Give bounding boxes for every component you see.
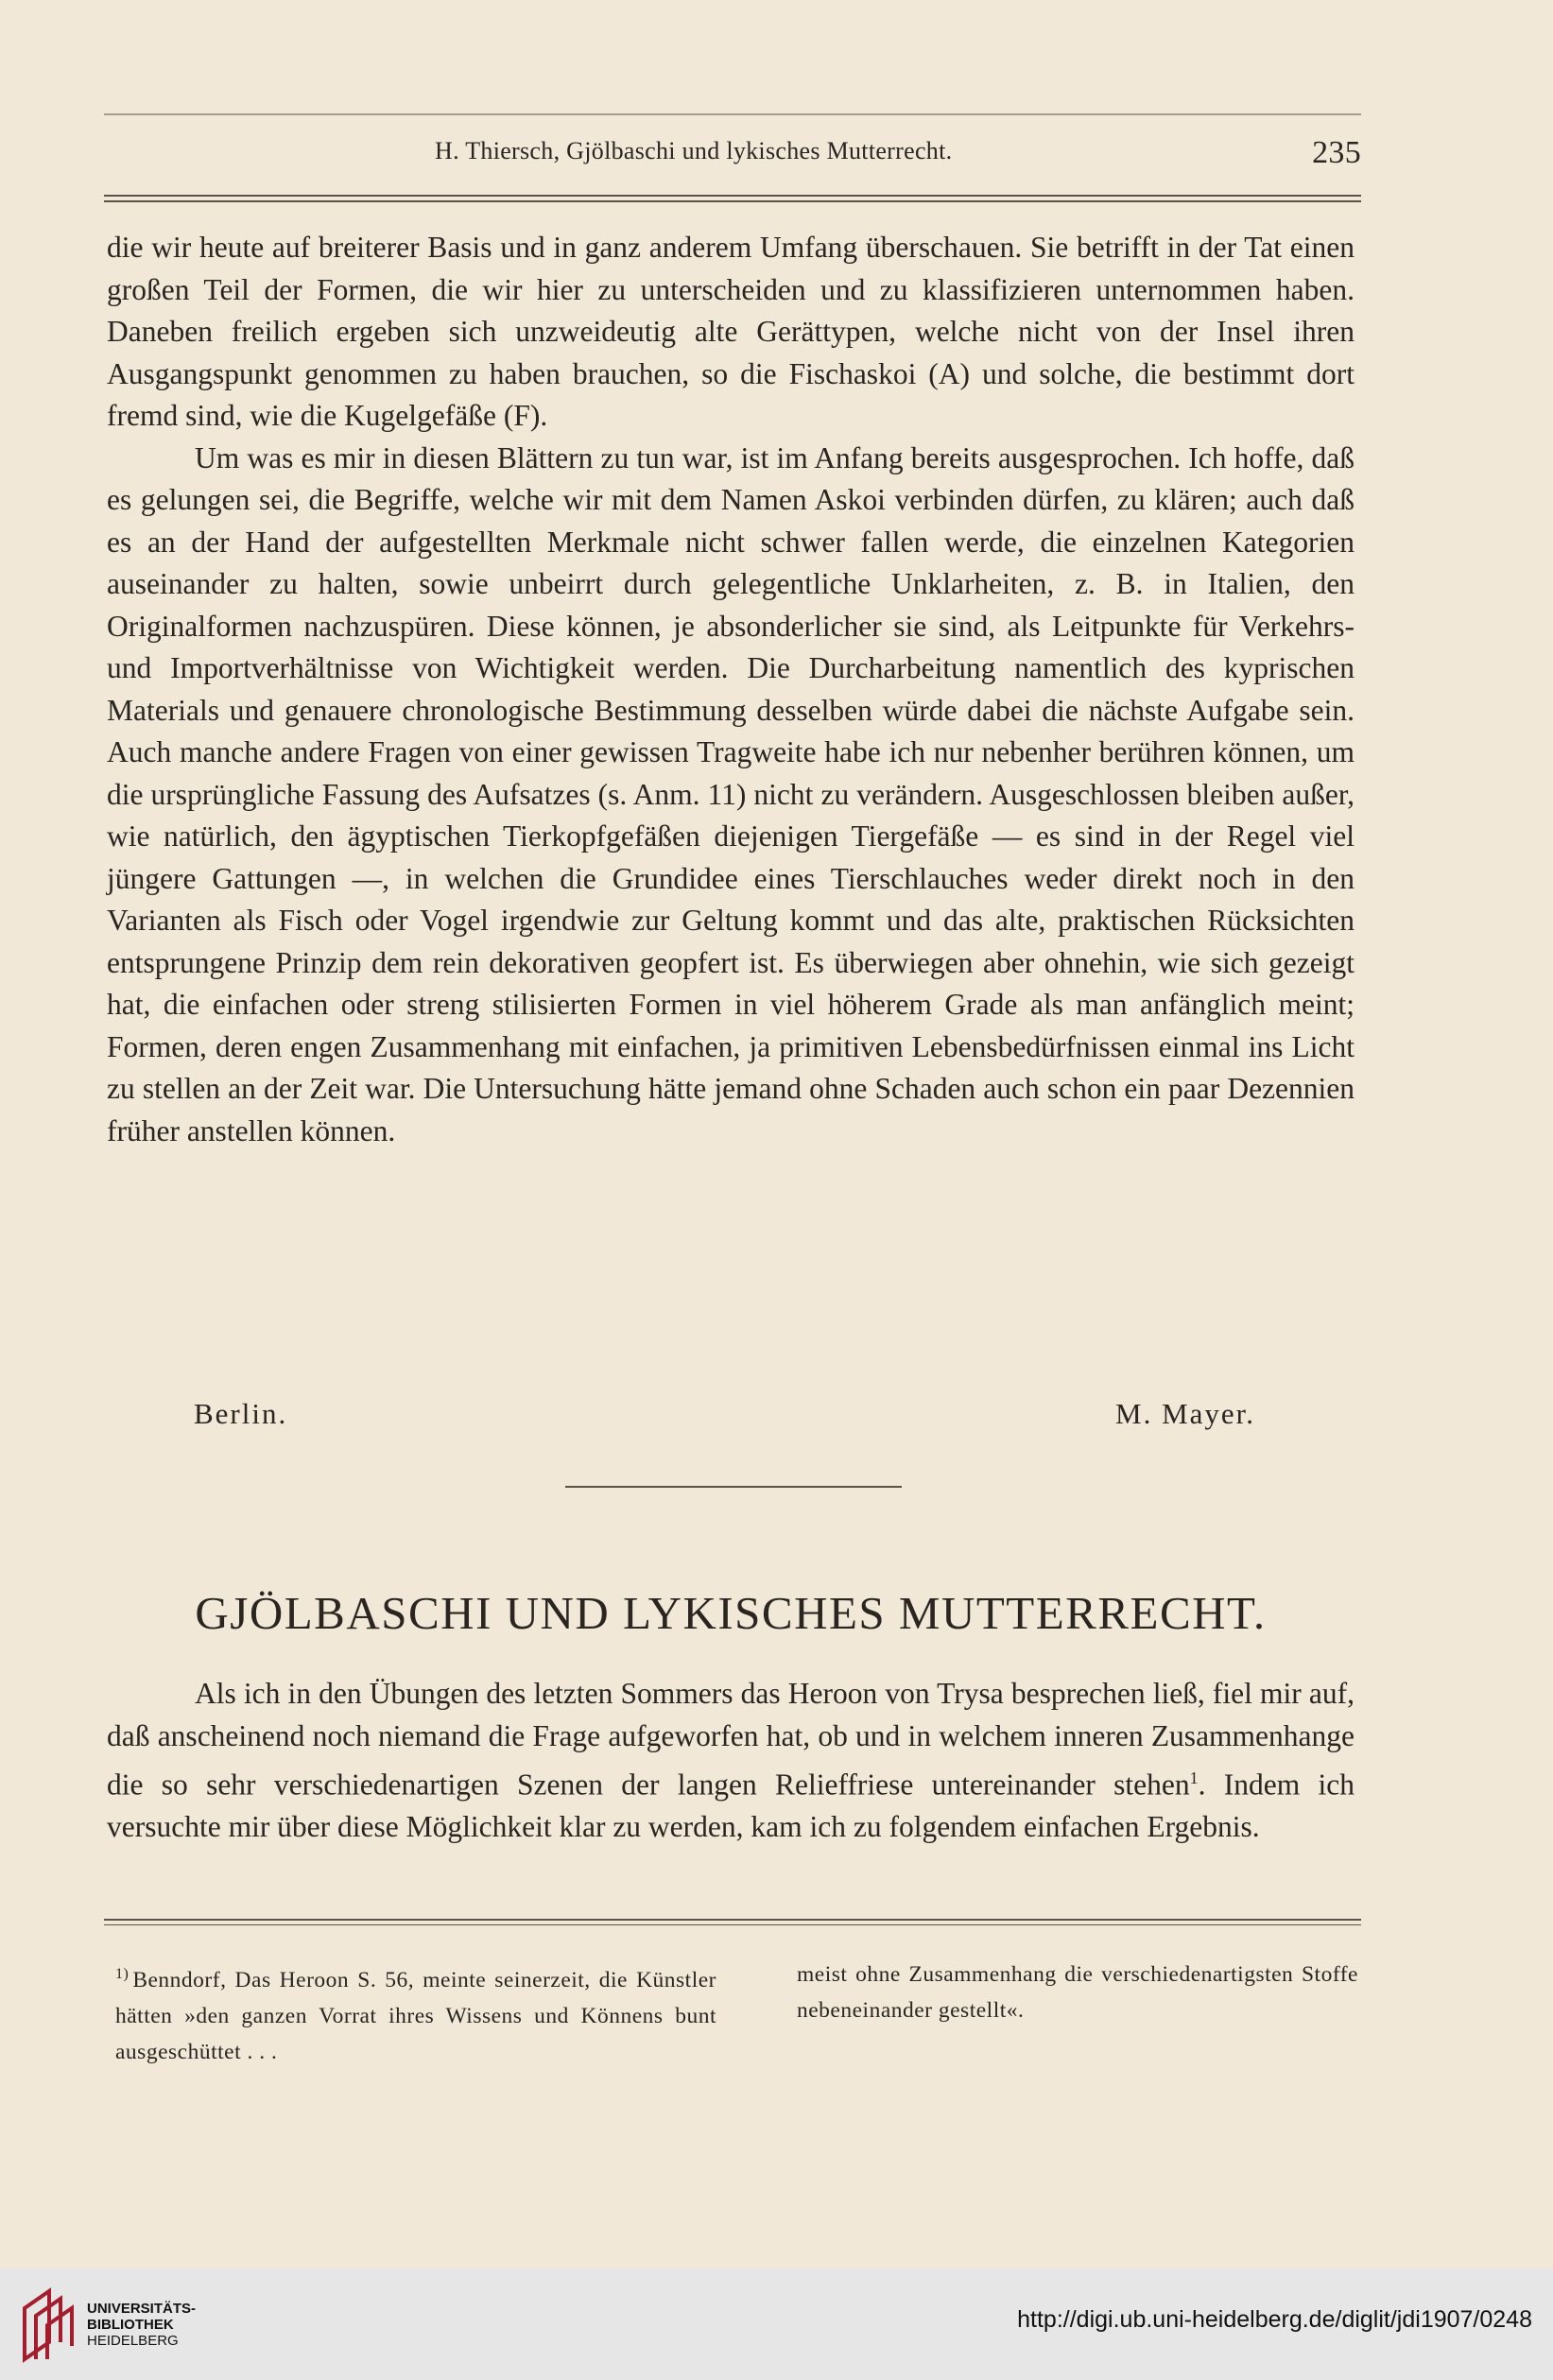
page-number: 235 [1312, 135, 1361, 170]
section2-body [107, 1673, 1355, 1849]
permalink[interactable]: http://digi.ub.uni-heidelberg.de/diglit/jdi1907/0248 [1017, 2306, 1532, 2333]
library-name-line: BIBLIOTHEK [87, 2317, 174, 2333]
section-divider [565, 1486, 902, 1488]
section-heading: GJÖLBASCHI UND LYKISCHES MUTTERRECHT. [195, 1587, 1267, 1639]
library-name-line: UNIVERSITÄTS- [87, 2301, 197, 2317]
footnote-rule-1 [104, 1919, 1361, 1921]
library-name [87, 2301, 196, 2349]
footnote-marker: 1) [115, 1966, 129, 1982]
running-title: H. Thiersch, Gjölbaschi und lykisches Mutterrecht. [435, 137, 953, 164]
signature-place: Berlin. [194, 1397, 288, 1430]
footnote-text-right: meist ohne Zusammenhang die verschiedenartigsten Stoffe nebeneinander gestellt«. [797, 1962, 1358, 2023]
footnote-reference: 1 [1189, 1768, 1199, 1787]
header-top-rule [104, 113, 1361, 115]
section1-body [107, 227, 1355, 1152]
paragraph: Um was es mir in diesen Blättern zu tun war, ist im Anfang bereits ausgesprochen. Ich hoffe, daß es gelungen sei, die Begriffe, welche wir mit dem Namen Askoi verbinden dürfen, zu klären; auch daß es an der Hand der aufgestellten Merkmale nicht schwer fallen werde, die einzelnen Kategorien auseinander zu halten, sowie unbeirrt durch gelegentliche Unklarheiten, z. B. in Italien, den Originalformen nachzuspüren. Diese können, je absonderlicher sie sind, als Leitpunkte für Verkehrs- und Importverhältnisse von Wichtigkeit werden. Die Durcharbeitung namentlich des kyprischen Materials und genauere chronologische Bestimmung desselben würde dabei die nächste Aufgabe sein. Auch manche andere Fragen von einer gewissen Tragweite habe ich nur nebenher berühren können, um die ursprüngliche Fassung des Aufsatzes (s. Anm. 11) nicht zu verändern. Ausgeschlossen bleiben außer, wie natürlich, den ägyptischen Tierkopfgefäßen diejenigen Tiergefäße — es sind in der Regel viel jüngere Gattungen —, in welchen die Grundidee eines Tierschlauches weder direkt noch in den Varianten als Fisch oder Vogel irgendwie zur Geltung kommt und das alte, praktischen Rücksichten entsprungene Prinzip dem rein dekorativen geopfert ist. Es überwiegen aber ohnehin, wie sich gezeigt hat, die einfachen oder streng stilisierten Formen in viel höherem Grade als man anfänglich meint; Formen, deren engen Zusammenhang mit einfachen, ja primitiven Lebensbedürfnissen einmal ins Licht zu stellen an der Zeit war. Die Untersuchung hätte jemand ohne Schaden auch schon ein paar Dezennien früher anstellen können. [107, 440, 1355, 1147]
signature-author: M. Mayer. [1115, 1397, 1256, 1430]
footnote-text-left: Benndorf, Das Heroon S. 56, meinte seinerzeit, die Künstler hätten »den ganzen Vorrat ihres Wissens und Könnens bunt ausgeschüttet . . . [115, 1967, 716, 2064]
footnote-left-column [115, 1957, 716, 2070]
header-rule-1 [104, 195, 1361, 197]
library-logo-icon [17, 2287, 78, 2363]
paragraph: die wir heute auf breiterer Basis und in ganz anderem Umfang überschauen. Sie betrifft in der Tat einen großen Teil der Formen, die wir hier zu unterscheiden und zu klassifizieren unternommen haben. Daneben freilich ergeben sich unzweideutig alte Gerättypen, welche nicht von der Insel ihren Ausgangspunkt genommen zu haben brauchen, so die Fischaskoi (A) und solche, die bestimmt dort fremd sind, wie die Kugelgefäße (F). [107, 231, 1355, 432]
paragraph [107, 1673, 1355, 1849]
library-footer [0, 2268, 1553, 2380]
library-name-line: HEIDELBERG [87, 2333, 179, 2349]
footnote-right-column [797, 1957, 1358, 2028]
paragraph-text-end: . Indem ich versuchte mir über diese Möglichkeit klar zu werden, kam ich zu folgendem einfachen Ergebnis. [107, 1768, 1355, 1843]
header-rule-2 [104, 200, 1361, 202]
paragraph-text: Als ich in den Übungen des letzten Sommers das Heroon von Trysa besprechen ließ, fiel mir auf, daß anscheinend noch niemand die Frage aufgeworfen hat, ob und in welchem inneren Zusammenhange die so sehr verschiedenartigen Szenen der langen Relieffriese untereinander stehen [107, 1677, 1355, 1802]
footnote-rule-2 [104, 1924, 1361, 1925]
